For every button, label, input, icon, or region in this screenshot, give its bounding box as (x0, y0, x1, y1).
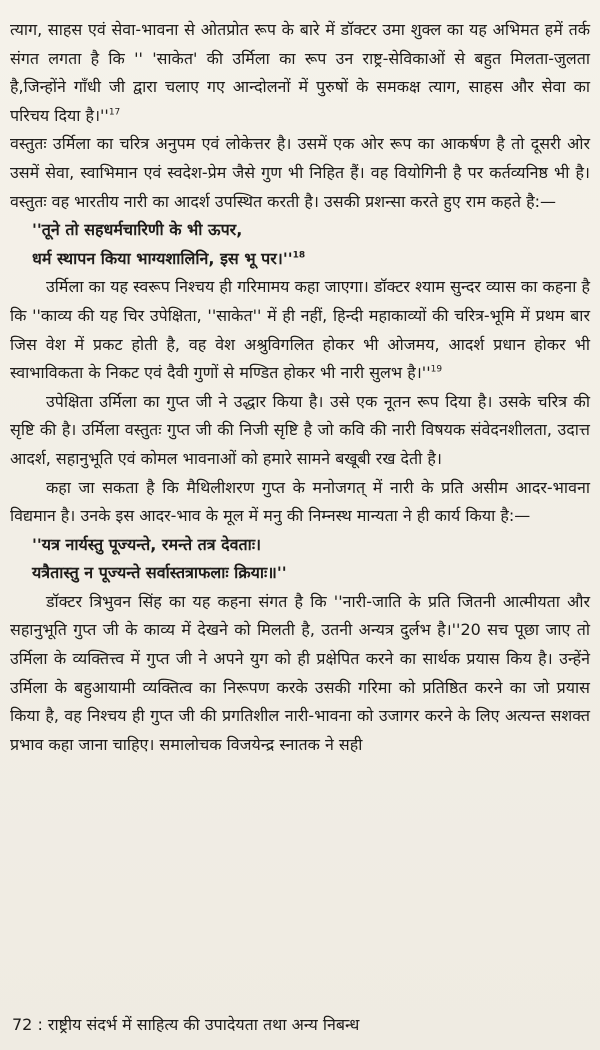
quote-line (10, 531, 590, 560)
paragraph-text: ''यत्र नार्यस्तु पूज्यन्ते, रमन्ते तत्र देवताः। (32, 534, 262, 554)
footnote-marker: 17 (108, 107, 121, 118)
body-text (10, 16, 590, 759)
quote-line (10, 216, 590, 245)
page-footer: 72 : राष्ट्रीय संदर्भ में साहित्य की उपादेयता तथा अन्य निबन्ध (12, 1015, 360, 1034)
paragraph (10, 474, 590, 531)
paragraph (10, 130, 590, 216)
footnote-marker: 18 (292, 250, 306, 261)
quote-line (10, 559, 590, 588)
paragraph-text: ''तूने तो सहधर्मचारिणी के भी ऊपर, (32, 220, 243, 240)
footnote-marker: 19 (430, 364, 443, 375)
paragraph (10, 588, 590, 760)
paragraph-text: डॉक्टर त्रिभुवन सिंह का यह कहना संगत है कि ''नारी-जाति के प्रति जितनी आत्मीयता और सहानुभूति गुप्त जी के काव्य में देखने को मिलती है, उतनी अन्यत्र दुर्लभ है।''20 सच पूछा जाए तो उर्मिला के व्यक्तित्त्व में गुप्त जी ने अपने युग को ही प्रक्षेपित करने का सार्थक प्रयास किय है। उन्हेंने उर्मिला के बहुआयामी व्यक्तित्व का निरूपण करके उसकी गरिमा को प्रतिष्ठित करने का जो प्रयास किया है, वह निश्चय ही गुप्त जी की प्रगतिशील नारी-भावना को उजागर करने के लिए अत्यन्त सशक्त प्रभाव कहा जाना चाहिए। समालोचक विजयेन्द्र स्नातक ने सही (10, 591, 590, 754)
paragraph-text: उर्मिला का यह स्वरूप निश्चय ही गरिमामय कहा जाएगा। डॉक्टर श्याम सुन्दर व्यास का कहना है कि ''काव्य की यह चिर उपेक्षिता, ''साकेत'' में ही नहीं, हिन्दी महाकाव्यों की चरित्र-भूमि में प्रथम बार जिस वेश में प्रकट होती है, वह वेश अश्रुविगलित होकर भी ओजमय, आदर्श प्रधान होकर भी स्वाभाविकता के निकट एवं दैवी गुणों से मण्डित होकर भी नारी सुलभ है।'' (10, 277, 590, 383)
paragraph (10, 388, 590, 474)
paragraph-text: कहा जा सकता है कि मैथिलीशरण गुप्त के मनोजगत् में नारी के प्रति असीम आदर-भावना विद्यमान है। उनके इस आदर-भाव के मूल में मनु की निम्नस्थ मान्यता ने ही कार्य किया है:— (10, 477, 590, 526)
quote-line (10, 245, 590, 274)
paragraph-text: उपेक्षिता उर्मिला का गुप्त जी ने उद्धार किया है। उसे एक नूतन रूप दिया है। उसके चरित्र की सृष्टि की है। उर्मिला वस्तुतः गुप्त जी की निजी सृष्टि है जो कवि की नारी विषयक संवेदनशीलता, उदात्त आदर्श, सहानुभूति एवं कोमल भावनाओं को हमारे सामने बखूबी रख देती है। (10, 391, 590, 468)
paragraph-text: त्याग, साहस एवं सेवा-भावना से ओतप्रोत रूप के बारे में डॉक्टर उमा शुक्ल का यह अभिमत हमें तर्क संगत लगता है कि '' 'साकेत' की उर्मिला का रूप उन राष्ट्र-सेविकाओं से बहुत मिलता-जुलता है,जिन्होंने गाँधी जी द्वारा चलाए गए आन्दोलनों में पुरुषों के समकक्ष त्याग, साहस और सेवा का परिचय दिया है।'' (10, 20, 590, 125)
paragraph-text: यत्रैतास्तु न पूज्यन्ते सर्वास्तत्राफलाः क्रियाः॥'' (32, 563, 287, 583)
paragraph-text: धर्म स्थापन किया भाग्यशालिनि, इस भू पर।'' (32, 248, 293, 268)
paragraph-text: वस्तुतः उर्मिला का चरित्र अनुपम एवं लोकेत्तर है। उसमें एक ओर रूप का आकर्षण है तो दूसरी ओर उसमें सेवा, स्वाभिमान एवं स्वदेश-प्रेम जैसे गुण भी निहित हैं। वह वियोगिनी है पर कर्तव्यनिष्ठ भी है। वस्तुतः वह भारतीय नारी का आदर्श उपस्थित करती है। उसकी प्रशन्सा करते हुए राम कहते है:— (10, 134, 590, 211)
paragraph (10, 16, 590, 130)
paragraph (10, 273, 590, 387)
